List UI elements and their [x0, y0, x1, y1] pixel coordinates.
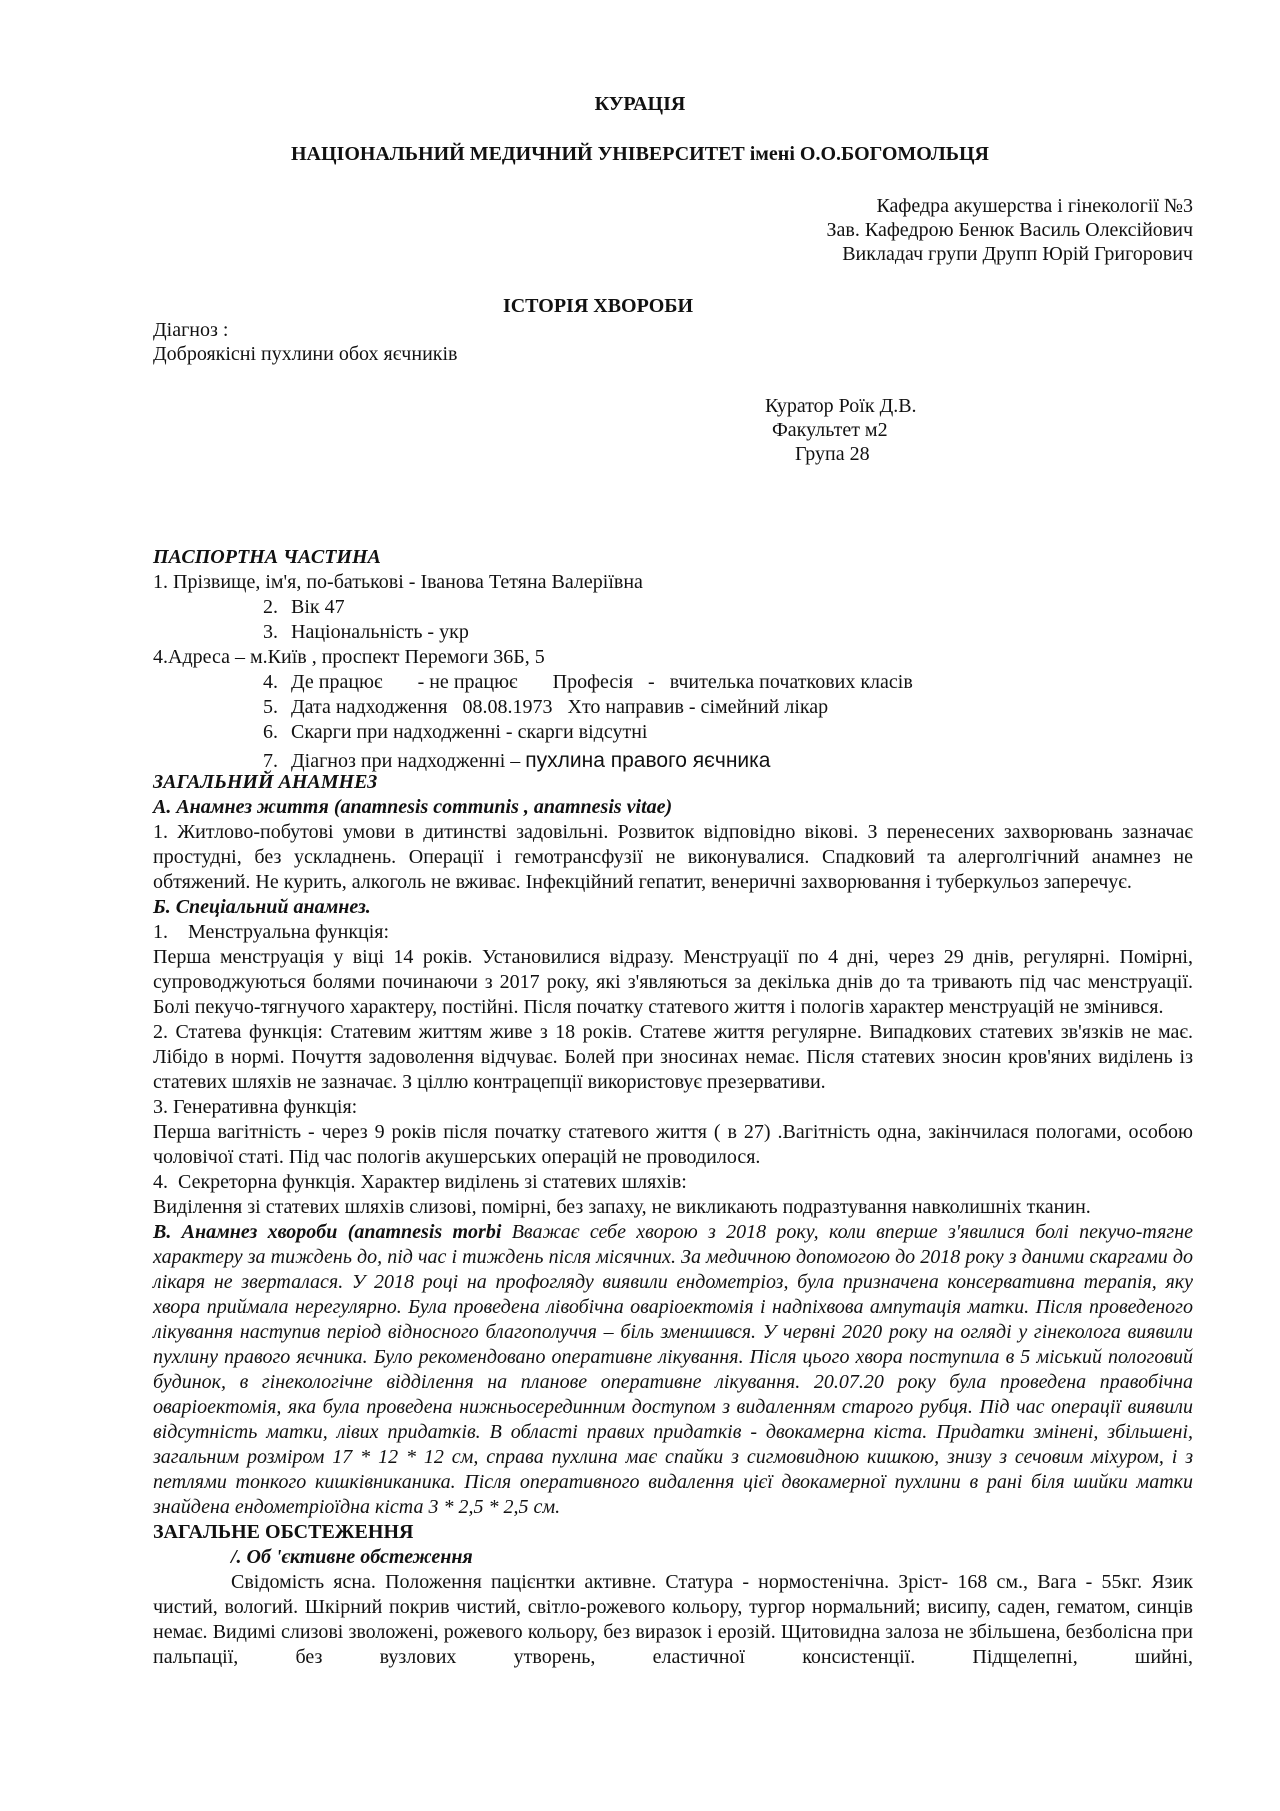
passport-item-4: [263, 670, 913, 695]
passport-item-1: [153, 570, 643, 595]
generative-function-title: 3. Генеративна функція:: [153, 1096, 358, 1118]
sexual-function-text: 2. Статева функція: Статевим життям живе з 18 років. Статеве життя регулярне. Випадкових статевих зв'язків не має. Лібідо в нормі. Почуття задоволення відчуває. Болей при зносинах немає. Після статевих зносин кров'яних виділень із статевих шляхів не зазначає. З ціллю контрацепції використовує презервативи.: [153, 1021, 1193, 1093]
passport-item-1-num: 1.: [153, 571, 168, 593]
passport-item-2-num: 2.: [263, 596, 278, 618]
anamnesis-morbi-heading: В. Анамнез хвороби (anamnesis morbi: [153, 1221, 502, 1243]
menstrual-function-text: Перша менструація у віці 14 років. Установилися відразу. Менструації по 4 дні, через 29 днів, регулярні. Помірні, супроводжуються болями починаючи з 2017 року, які з'являються за декілька днів до та тривають під час менструації. Болі пекучо-тягнучого характеру, постійні. Після початку статевого життя і пологів характер менструацій не змінився.: [153, 946, 1193, 1018]
passport-item-5-num: 5.: [263, 696, 278, 718]
passport-item-2-text: Вік 47: [291, 596, 345, 618]
university-name: НАЦІОНАЛЬНИЙ МЕДИЧНИЙ УНІВЕРСИТЕТ імені О.О.БОГОМОЛЬЦЯ: [291, 143, 989, 165]
special-anamnesis-heading: Б. Спеціальний анамнез.: [153, 896, 371, 918]
menstrual-function-title: 1. Менструальна функція:: [153, 921, 390, 943]
anamnesis-morbi: [153, 1220, 1193, 1520]
anamnesis-vitae-text: 1. Житлово-побутові умови в дитинстві задовільні. Розвиток відповідно вікові. З перенесених захворювань зазначає простудні, без ускладнень. Операції і гемотрансфузії не виконувалися. Спадковий та алерголгічний анамнез не обтяжений. Не курить, алкоголь не вживає. Інфекційний гепатит, венеричні захворювання і туберкульоз заперечує.: [153, 821, 1193, 893]
passport-item-1-text: Прізвище, ім'я, по-батькові - Іванова Тетяна Валеріївна: [173, 571, 643, 593]
diagnosis-value: Доброякісні пухлини обох яєчників: [153, 343, 458, 365]
passport-item-4-text: Де працює - не працює Професія - вчителька початкових класів: [291, 671, 913, 693]
passport-heading: ПАСПОРТНА ЧАСТИНА: [153, 546, 381, 568]
passport-address: 4.Адреса – м.Київ , проспект Перемоги 36Б, 5: [153, 646, 545, 668]
passport-item-7-num: 7.: [263, 750, 278, 772]
general-anamnesis-heading: ЗАГАЛЬНИЙ АНАМНЕЗ: [153, 771, 378, 793]
passport-item-7-text: Діагноз при надходженні –: [291, 750, 526, 772]
secretory-function-text: Виділення зі статевих шляхів слизові, помірні, без запаху, не викликають подразтування навколишніх тканин.: [153, 1196, 1091, 1218]
objective-exam-text: Свідомість ясна. Положення пацієнтки активне. Статура - нормостенічна. Зріст- 168 см., Вага - 55кг. Язик чистий, вологий. Шкірний покрив чистий, світло-рожевого кольору, тургор нормальний; висипу, саден, гематом, синців немає. Видимі слизові зволожені, рожевого кольору, без виразок і ерозій. Щитовидна залоза не збільшена, безболісна при пальпації, без вузлових утворень, еластичної консистенції. Підщелепні, шийні,: [153, 1571, 1193, 1668]
secretory-function-title: 4. Секреторна функція. Характер виділень зі статевих шляхів:: [153, 1171, 687, 1193]
lecturer-line: Викладач групи Друпп Юрій Григорович: [842, 243, 1193, 265]
general-exam-heading: ЗАГАЛЬНЕ ОБСТЕЖЕННЯ: [153, 1521, 414, 1543]
generative-function-text: Перша вагітність - через 9 років після початку статевого життя ( в 27) .Вагітність одна, закінчилася пологами, особою чоловічої статі. Під час пологів акушерських операцій не проводилося.: [153, 1121, 1193, 1168]
passport-item-3-text: Національність - укр: [291, 621, 469, 643]
document-title: КУРАЦІЯ: [594, 93, 686, 115]
passport-item-3: [263, 620, 469, 645]
anamnesis-morbi-text: Вважає себе хворою з 2018 року, коли вперше з'явилися болі пекучо-тягне характеру за тиждень до, під час і тиждень після місячних. За медичною допомогою до 2018 року з даними скаргами до лікаря не зверталася. У 2018 році на профогляду виявили ендометріоз, була призначена консервативна терапія, яку хвора приймала нерегулярно. Була проведена лівобічна оваріоектомія і надпіхвова ампутація матки. Після проведеного лікування наступив період відносного благополуччя – біль зменшився. У червні 2020 року на огляді у гінеколога виявили пухлину правого яєчника. Було рекомендовано оперативне лікування. Після цього хвора поступила в 5 міський пологовий будинок, в гінекологічне відділення на планове оперативне лікування. 20.07.20 року була проведена правобічна оваріоектомія, яка була проведена нижньосерединним доступом з видаленням старого рубця. Під час операції виявили відсутність матки, лівих придатків. В області правих придатків - двокамерна кіста. Придатки змінені, збільшені, загальним розміром 17 * 12 * 12 см, справа пухлина має спайки з сигмовидною кишкою, знизу з сечовим міхуром, і з петлями тонкого кишківниканика. Після оперативного видалення цієї двокамерної пухлини в рані біля шийки матки знайдена ендометріоїдна кіста 3 * 2,5 * 2,5 см.: [153, 1221, 1193, 1518]
passport-item-5: [263, 695, 828, 720]
passport-item-4-num: 4.: [263, 671, 278, 693]
passport-item-6: [263, 720, 647, 745]
passport-item-6-num: 6.: [263, 721, 278, 743]
diagnosis-label: Діагноз :: [153, 319, 229, 341]
passport-item-6-text: Скарги при надходженні - скарги відсутні: [291, 721, 648, 743]
history-title: ІСТОРІЯ ХВОРОБИ: [502, 295, 694, 317]
curator-name: Куратор Роїк Д.В.: [765, 395, 917, 417]
curator-faculty: Факультет м2: [772, 419, 888, 441]
objective-exam-heading: /. Об 'єктивне обстеження: [231, 1546, 473, 1568]
anamnesis-vitae-heading: А. Анамнез життя (anamnesis communis , anamnesis vitae): [153, 796, 673, 818]
department-head-line: Зав. Кафедрою Бенюк Василь Олексійович: [826, 219, 1193, 241]
passport-item-5-text: Дата надходження 08.08.1973 Хто направив - сімейний лікар: [291, 696, 829, 718]
passport-item-2: [263, 595, 345, 620]
passport-item-7-diagnosis: пухлина правого яєчника: [525, 749, 771, 772]
curator-group: Група 28: [795, 443, 870, 465]
passport-item-3-num: 3.: [263, 621, 278, 643]
department-line: Кафедра акушерства і гінекології №3: [876, 195, 1193, 217]
anamnesis-section: [153, 770, 1193, 1670]
